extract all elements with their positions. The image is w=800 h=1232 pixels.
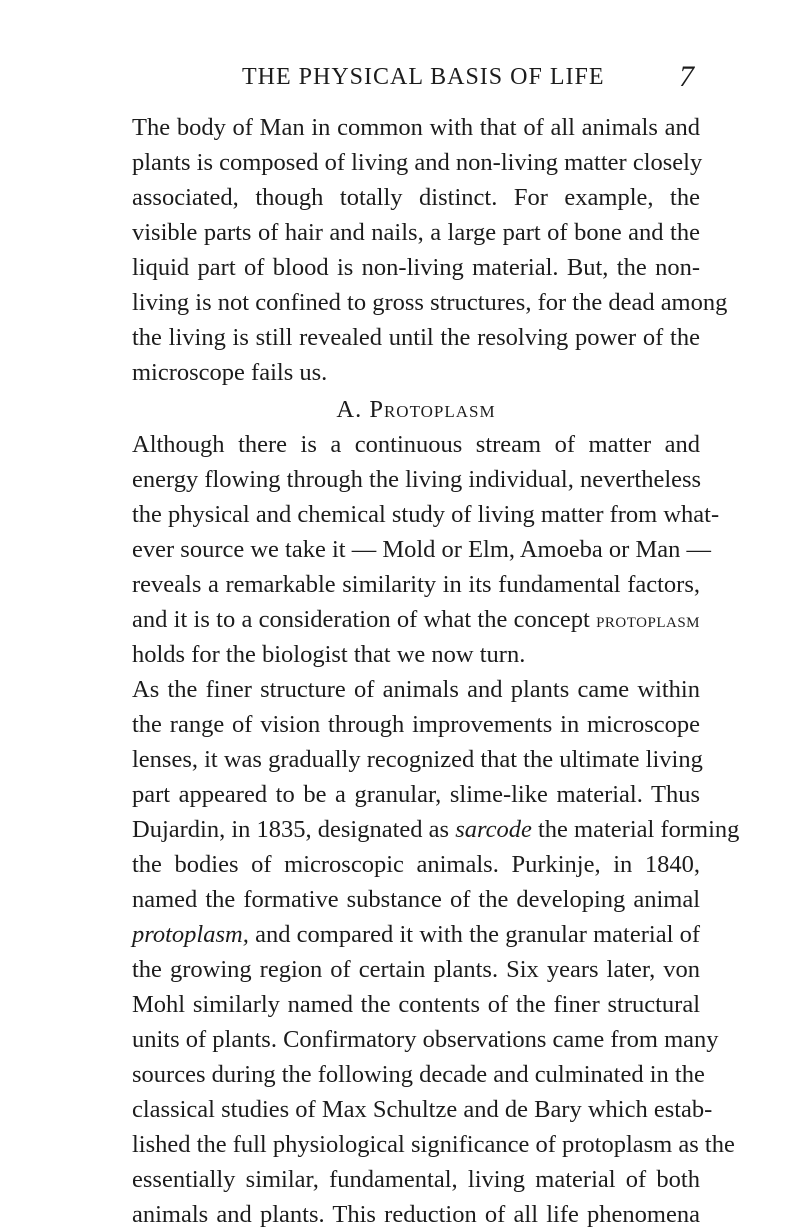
paragraph3-line: the growing region of certain plants. Six years later, von [132,956,700,983]
paragraph2-line: the physical and chemical study of living matter from what- [132,501,720,528]
paragraph1-line: the living is still revealed until the resolving power of the [132,324,700,351]
paragraph3-line [132,812,740,847]
paragraph2-line: reveals a remarkable similarity in its fundamental factors, [132,571,700,598]
paragraph3-text: Dujardin, in 1835, designated as [132,816,450,843]
paragraph1-line: liquid part of blood is non-living material. But, the non- [132,254,700,281]
sarcode-term: sarcode [455,816,532,843]
paragraph3-line: units of plants. Confirmatory observations came from many [132,1026,719,1053]
running-title: THE PHYSICAL BASIS OF LIFE [242,64,605,90]
running-head [132,62,694,98]
body-text [132,110,740,1232]
paragraph1-line: associated, though totally distinct. For example, the [132,184,700,211]
paragraph3-line: the bodies of microscopic animals. Purkinje, in 1840, [132,851,700,878]
paragraph3-line: lished the full physiological significance of protoplasm as the [132,1131,735,1158]
paragraph3-line: named the formative substance of the developing animal [132,886,700,913]
protoplasm-term: protoplasm [596,608,700,632]
paragraph3-line: As the finer structure of animals and plants came within [132,676,700,703]
section-title: Protoplasm [369,396,496,423]
paragraph3-line: part appeared to be a granular, slime-like material. Thus [132,781,700,808]
paragraph1-line: plants is composed of living and non-living matter closely [132,149,703,176]
paragraph1-line: living is not confined to gross structures, for the dead among [132,289,728,316]
paragraph3-line: animals and plants. This reduction of all life phenomena [132,1201,700,1228]
section-heading [132,392,700,427]
paragraph3-line: essentially similar, fundamental, living material of both [132,1166,700,1193]
paragraph2-line: ever source we take it — Mold or Elm, Amoeba or Man — [132,536,712,563]
paragraph2-line: energy flowing through the living individual, nevertheless [132,466,702,493]
paragraph3-line: sources during the following decade and culminated in the [132,1061,705,1088]
paragraph2-text: and it is to a consideration of what the concept [132,606,590,633]
paragraph1-line: visible parts of hair and nails, a large part of bone and the [132,219,700,246]
paragraph2-line: Although there is a continuous stream of matter and [132,431,700,458]
paragraph3-line [132,917,700,952]
protoplasm-italic-term: protoplasm, [132,921,249,948]
paragraph3-line: Mohl similarly named the contents of the finer structural [132,991,700,1018]
section-label: A. [336,396,363,423]
paragraph2-line [132,602,700,637]
paragraph3-line: classical studies of Max Schultze and de Bary which estab- [132,1096,713,1123]
paragraph3-line: lenses, it was gradually recognized that the ultimate living [132,746,703,773]
paragraph3-line: the range of vision through improvements in microscope [132,711,700,738]
paragraph2-line: holds for the biologist that we now turn. [132,641,526,668]
paragraph3-text: the material forming [538,816,740,843]
paragraph1-line: microscope fails us. [132,359,328,386]
page-number: 7 [679,60,694,93]
paragraph3-text: and compared it with the granular material of [255,921,701,948]
paragraph1-line: The body of Man in common with that of all animals and [132,114,700,141]
